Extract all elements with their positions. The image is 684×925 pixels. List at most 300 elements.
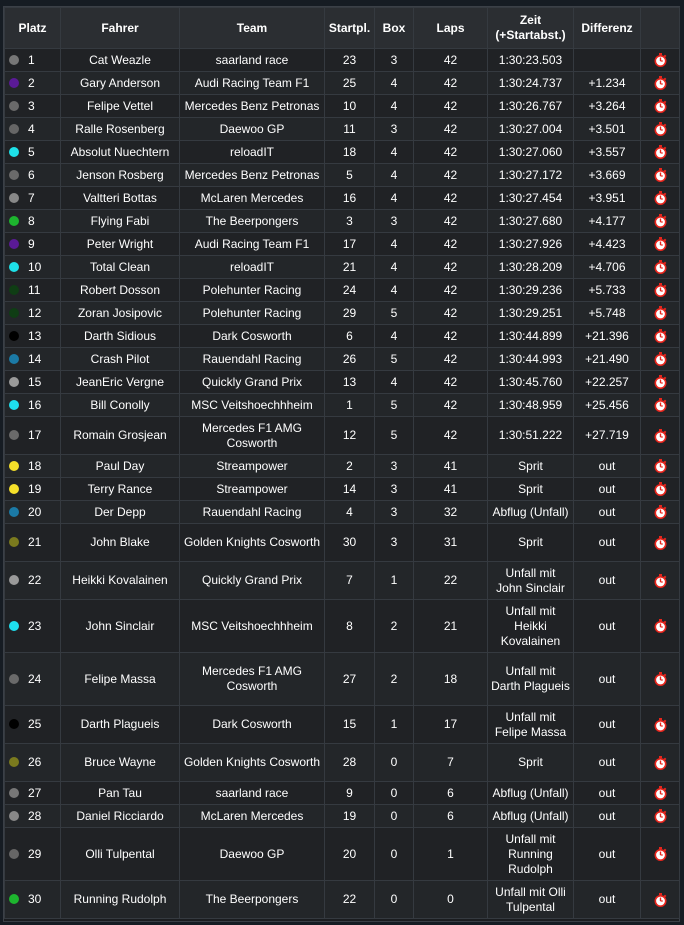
box-stops: 3 <box>375 210 414 233</box>
laps-count: 42 <box>414 95 488 118</box>
stopwatch-icon[interactable] <box>654 214 667 228</box>
start-position: 21 <box>325 256 375 279</box>
driver-name: Bill Conolly <box>61 394 180 417</box>
race-time: 1:30:24.737 <box>488 72 574 95</box>
laps-count: 7 <box>414 744 488 782</box>
stopwatch-icon[interactable] <box>654 619 667 633</box>
stopwatch-icon[interactable] <box>654 429 667 443</box>
time-difference: +21.396 <box>574 325 641 348</box>
team-color-dot <box>9 354 19 364</box>
table-row[interactable] <box>5 141 680 164</box>
header-fahrer[interactable]: Fahrer <box>61 8 180 49</box>
team-color-dot <box>9 575 19 585</box>
table-row[interactable] <box>5 164 680 187</box>
time-difference: out <box>574 744 641 782</box>
race-time: 1:30:27.926 <box>488 233 574 256</box>
laps-count: 42 <box>414 417 488 455</box>
start-position: 6 <box>325 325 375 348</box>
table-row[interactable] <box>5 233 680 256</box>
team-name: MSC Veitshoechhheim <box>180 394 325 417</box>
lap-times-button[interactable] <box>641 279 680 302</box>
header-team[interactable]: Team <box>180 8 325 49</box>
stopwatch-icon[interactable] <box>654 482 667 496</box>
position-value: 5 <box>28 144 35 159</box>
team-name: Audi Racing Team F1 <box>180 72 325 95</box>
time-difference: +3.669 <box>574 164 641 187</box>
race-time: 1:30:27.454 <box>488 187 574 210</box>
lap-times-button[interactable] <box>641 524 680 562</box>
race-time: Unfall mit Felipe Massa <box>488 706 574 744</box>
table-row[interactable] <box>5 478 680 501</box>
box-stops: 0 <box>375 782 414 805</box>
stopwatch-icon[interactable] <box>654 237 667 251</box>
time-difference: out <box>574 478 641 501</box>
stopwatch-icon[interactable] <box>654 352 667 366</box>
lap-times-button[interactable] <box>641 118 680 141</box>
position-cell <box>5 805 61 828</box>
race-time: 1:30:29.236 <box>488 279 574 302</box>
position-value: 29 <box>28 846 42 861</box>
table-row[interactable] <box>5 524 680 562</box>
laps-count: 42 <box>414 256 488 279</box>
table-row[interactable] <box>5 325 680 348</box>
driver-name: Robert Dosson <box>61 279 180 302</box>
position-cell <box>5 524 61 562</box>
start-position: 17 <box>325 233 375 256</box>
stopwatch-icon[interactable] <box>654 375 667 389</box>
position-value: 30 <box>28 892 42 906</box>
time-difference: +22.257 <box>574 371 641 394</box>
lap-times-button[interactable] <box>641 600 680 653</box>
stopwatch-icon[interactable] <box>654 260 667 274</box>
box-stops: 2 <box>375 600 414 653</box>
position-value: 9 <box>28 236 35 251</box>
race-time: Unfall mit Heikki Kovalainen <box>488 600 574 653</box>
race-time: Unfall mit Running Rudolph <box>488 828 574 881</box>
race-time: Unfall mit John Sinclair <box>488 562 574 600</box>
laps-count: 0 <box>414 881 488 919</box>
position-cell <box>5 881 61 919</box>
table-row[interactable] <box>5 455 680 478</box>
box-stops: 5 <box>375 302 414 325</box>
race-time: Unfall mit Olli Tulpental <box>488 881 574 919</box>
time-difference: +21.490 <box>574 348 641 371</box>
lap-times-button[interactable] <box>641 394 680 417</box>
driver-name: Zoran Josipovic <box>61 302 180 325</box>
team-color-dot <box>9 101 19 111</box>
position-cell <box>5 210 61 233</box>
lap-times-button[interactable] <box>641 233 680 256</box>
position-value: 6 <box>28 167 35 182</box>
stopwatch-icon[interactable] <box>654 536 667 550</box>
time-difference: out <box>574 706 641 744</box>
box-stops: 5 <box>375 348 414 371</box>
start-position: 11 <box>325 118 375 141</box>
race-time: Sprit <box>488 744 574 782</box>
team-color-dot <box>9 216 19 226</box>
laps-count: 6 <box>414 805 488 828</box>
start-position: 10 <box>325 95 375 118</box>
position-cell <box>5 706 61 744</box>
header-zeit[interactable] <box>488 8 574 49</box>
time-difference: out <box>574 881 641 919</box>
table-row[interactable] <box>5 562 680 600</box>
start-position: 30 <box>325 524 375 562</box>
driver-name: Bruce Wayne <box>61 744 180 782</box>
table-row[interactable] <box>5 805 680 828</box>
race-time: Abflug (Unfall) <box>488 805 574 828</box>
start-position: 5 <box>325 164 375 187</box>
lap-times-button[interactable] <box>641 371 680 394</box>
laps-count: 32 <box>414 501 488 524</box>
lap-times-button[interactable] <box>641 164 680 187</box>
team-name: Polehunter Racing <box>180 302 325 325</box>
team-color-dot <box>9 239 19 249</box>
start-position: 4 <box>325 501 375 524</box>
team-color-dot <box>9 262 19 272</box>
position-value: 7 <box>28 190 35 205</box>
stopwatch-icon[interactable] <box>654 191 667 205</box>
driver-name: Valtteri Bottas <box>61 187 180 210</box>
team-name: Dark Cosworth <box>180 325 325 348</box>
position-cell <box>5 72 61 95</box>
race-time: Unfall mit Darth Plagueis <box>488 653 574 706</box>
table-row[interactable] <box>5 210 680 233</box>
position-value: 3 <box>28 98 35 113</box>
box-stops: 0 <box>375 881 414 919</box>
lap-times-button[interactable] <box>641 325 680 348</box>
lap-times-button[interactable] <box>641 478 680 501</box>
box-stops: 4 <box>375 164 414 187</box>
position-cell <box>5 782 61 805</box>
time-difference: +1.234 <box>574 72 641 95</box>
laps-count: 1 <box>414 828 488 881</box>
driver-name: Running Rudolph <box>61 881 180 919</box>
driver-name: Romain Grosjean <box>61 417 180 455</box>
lap-times-button[interactable] <box>641 782 680 805</box>
table-row[interactable] <box>5 49 680 72</box>
lap-times-button[interactable] <box>641 653 680 706</box>
box-stops: 3 <box>375 478 414 501</box>
team-color-dot <box>9 55 19 65</box>
start-position: 16 <box>325 187 375 210</box>
team-name: MSC Veitshoechhheim <box>180 600 325 653</box>
table-row[interactable] <box>5 394 680 417</box>
team-name: Mercedes F1 AMG Cosworth <box>180 417 325 455</box>
box-stops: 4 <box>375 141 414 164</box>
table-row[interactable] <box>5 744 680 782</box>
team-color-dot <box>9 308 19 318</box>
stopwatch-icon[interactable] <box>654 398 667 412</box>
time-difference: +25.456 <box>574 394 641 417</box>
table-row[interactable] <box>5 782 680 805</box>
time-difference: out <box>574 653 641 706</box>
race-time: Sprit <box>488 524 574 562</box>
race-time: 1:30:27.680 <box>488 210 574 233</box>
team-color-dot <box>9 719 19 729</box>
stopwatch-icon[interactable] <box>654 329 667 343</box>
lap-times-button[interactable] <box>641 302 680 325</box>
lap-times-button[interactable] <box>641 744 680 782</box>
position-value: 28 <box>28 808 42 823</box>
team-name: reloadIT <box>180 141 325 164</box>
race-time: 1:30:27.060 <box>488 141 574 164</box>
driver-name: Cat Weazle <box>61 49 180 72</box>
table-row[interactable] <box>5 501 680 524</box>
start-position: 1 <box>325 394 375 417</box>
box-stops: 4 <box>375 371 414 394</box>
start-position: 2 <box>325 455 375 478</box>
table-row[interactable] <box>5 256 680 279</box>
start-position: 13 <box>325 371 375 394</box>
team-name: Quickly Grand Prix <box>180 562 325 600</box>
race-time: 1:30:45.760 <box>488 371 574 394</box>
lap-times-button[interactable] <box>641 187 680 210</box>
laps-count: 42 <box>414 72 488 95</box>
box-stops: 4 <box>375 95 414 118</box>
position-value: 13 <box>28 328 42 343</box>
position-value: 16 <box>28 397 42 412</box>
driver-name: JeanEric Vergne <box>61 371 180 394</box>
driver-name: John Blake <box>61 524 180 562</box>
table-row[interactable] <box>5 371 680 394</box>
driver-name: Total Clean <box>61 256 180 279</box>
race-time: 1:30:23.503 <box>488 49 574 72</box>
time-difference: +27.719 <box>574 417 641 455</box>
team-name: McLaren Mercedes <box>180 187 325 210</box>
position-cell <box>5 501 61 524</box>
laps-count: 42 <box>414 302 488 325</box>
team-color-dot <box>9 811 19 821</box>
time-difference: +3.557 <box>574 141 641 164</box>
start-position: 7 <box>325 562 375 600</box>
table-row[interactable] <box>5 706 680 744</box>
box-stops: 1 <box>375 562 414 600</box>
laps-count: 18 <box>414 653 488 706</box>
table-row[interactable] <box>5 881 680 919</box>
stopwatch-icon[interactable] <box>654 718 667 732</box>
start-position: 29 <box>325 302 375 325</box>
position-cell <box>5 744 61 782</box>
position-value: 21 <box>28 535 42 549</box>
box-stops: 3 <box>375 118 414 141</box>
driver-name: Absolut Nuechtern <box>61 141 180 164</box>
time-difference: out <box>574 455 641 478</box>
header-box[interactable]: Box <box>375 8 414 49</box>
lap-times-button[interactable] <box>641 417 680 455</box>
race-time: 1:30:28.209 <box>488 256 574 279</box>
laps-count: 22 <box>414 562 488 600</box>
table-row[interactable] <box>5 279 680 302</box>
lap-times-button[interactable] <box>641 49 680 72</box>
position-cell <box>5 455 61 478</box>
team-color-dot <box>9 147 19 157</box>
lap-times-button[interactable] <box>641 805 680 828</box>
position-value: 23 <box>28 618 42 633</box>
lap-times-button[interactable] <box>641 881 680 919</box>
team-color-dot <box>9 124 19 134</box>
table-row[interactable] <box>5 118 680 141</box>
team-name: reloadIT <box>180 256 325 279</box>
header-stopwatch <box>641 8 680 49</box>
stopwatch-icon[interactable] <box>654 53 667 67</box>
box-stops: 4 <box>375 233 414 256</box>
stopwatch-icon[interactable] <box>654 99 667 113</box>
position-value: 19 <box>28 481 42 496</box>
team-name: Golden Knights Cosworth <box>180 744 325 782</box>
box-stops: 0 <box>375 744 414 782</box>
start-position: 27 <box>325 653 375 706</box>
driver-name: Terry Rance <box>61 478 180 501</box>
position-cell <box>5 279 61 302</box>
stopwatch-icon[interactable] <box>654 672 667 686</box>
header-differenz[interactable]: Differenz <box>574 8 641 49</box>
laps-count: 42 <box>414 210 488 233</box>
header-laps[interactable]: Laps <box>414 8 488 49</box>
team-name: Daewoo GP <box>180 828 325 881</box>
laps-count: 41 <box>414 455 488 478</box>
position-value: 18 <box>28 458 42 473</box>
lap-times-button[interactable] <box>641 562 680 600</box>
team-name: Mercedes F1 AMG Cosworth <box>180 653 325 706</box>
start-position: 18 <box>325 141 375 164</box>
team-color-dot <box>9 331 19 341</box>
team-name: The Beerpongers <box>180 881 325 919</box>
lap-times-button[interactable] <box>641 348 680 371</box>
lap-times-button[interactable] <box>641 141 680 164</box>
start-position: 26 <box>325 348 375 371</box>
stopwatch-icon[interactable] <box>654 459 667 473</box>
position-value: 14 <box>28 351 42 366</box>
position-value: 15 <box>28 374 42 389</box>
position-value: 2 <box>28 75 35 90</box>
position-cell <box>5 828 61 881</box>
stopwatch-icon[interactable] <box>654 505 667 519</box>
stopwatch-icon[interactable] <box>654 786 667 800</box>
driver-name: Olli Tulpental <box>61 828 180 881</box>
stopwatch-icon[interactable] <box>654 76 667 90</box>
stopwatch-icon[interactable] <box>654 756 667 770</box>
table-row[interactable] <box>5 417 680 455</box>
position-value: 12 <box>28 305 42 320</box>
team-name: saarland race <box>180 782 325 805</box>
start-position: 19 <box>325 805 375 828</box>
time-difference: out <box>574 600 641 653</box>
position-cell <box>5 371 61 394</box>
driver-name: Darth Sidious <box>61 325 180 348</box>
laps-count: 17 <box>414 706 488 744</box>
box-stops: 0 <box>375 828 414 881</box>
team-color-dot <box>9 849 19 859</box>
lap-times-button[interactable] <box>641 501 680 524</box>
stopwatch-icon[interactable] <box>654 809 667 823</box>
time-difference: +4.706 <box>574 256 641 279</box>
position-cell <box>5 118 61 141</box>
driver-name: Darth Plagueis <box>61 706 180 744</box>
team-color-dot <box>9 621 19 631</box>
start-position: 20 <box>325 828 375 881</box>
race-time: 1:30:44.899 <box>488 325 574 348</box>
driver-name: Paul Day <box>61 455 180 478</box>
table-row[interactable] <box>5 302 680 325</box>
box-stops: 4 <box>375 256 414 279</box>
team-name: Streampower <box>180 478 325 501</box>
table-row[interactable] <box>5 72 680 95</box>
start-position: 22 <box>325 881 375 919</box>
team-color-dot <box>9 757 19 767</box>
position-value: 20 <box>28 504 42 519</box>
laps-count: 31 <box>414 524 488 562</box>
position-value: 22 <box>28 573 42 587</box>
team-color-dot <box>9 788 19 798</box>
lap-times-button[interactable] <box>641 455 680 478</box>
start-position: 3 <box>325 210 375 233</box>
race-results-table <box>4 7 680 919</box>
stopwatch-icon[interactable] <box>654 306 667 320</box>
position-value: 26 <box>28 755 42 769</box>
table-row[interactable] <box>5 828 680 881</box>
lap-times-button[interactable] <box>641 95 680 118</box>
header-platz[interactable]: Platz <box>5 8 61 49</box>
table-row[interactable] <box>5 348 680 371</box>
start-position: 15 <box>325 706 375 744</box>
laps-count: 42 <box>414 164 488 187</box>
driver-name: Der Depp <box>61 501 180 524</box>
table-row[interactable] <box>5 600 680 653</box>
box-stops: 5 <box>375 394 414 417</box>
team-name: Daewoo GP <box>180 118 325 141</box>
start-position: 9 <box>325 782 375 805</box>
time-difference: out <box>574 524 641 562</box>
position-value: 1 <box>28 52 35 67</box>
start-position: 23 <box>325 49 375 72</box>
team-name: Streampower <box>180 455 325 478</box>
laps-count: 42 <box>414 187 488 210</box>
start-position: 25 <box>325 72 375 95</box>
position-value: 25 <box>28 717 42 731</box>
table-row[interactable] <box>5 187 680 210</box>
stopwatch-icon[interactable] <box>654 122 667 136</box>
driver-name: Jenson Rosberg <box>61 164 180 187</box>
race-time: 1:30:27.004 <box>488 118 574 141</box>
team-name: Golden Knights Cosworth <box>180 524 325 562</box>
table-row[interactable] <box>5 95 680 118</box>
lap-times-button[interactable] <box>641 210 680 233</box>
team-name: Rauendahl Racing <box>180 501 325 524</box>
header-zeit-label: Zeit <box>519 13 542 27</box>
stopwatch-icon[interactable] <box>654 574 667 588</box>
lap-times-button[interactable] <box>641 828 680 881</box>
stopwatch-icon[interactable] <box>654 283 667 297</box>
laps-count: 42 <box>414 348 488 371</box>
lap-times-button[interactable] <box>641 256 680 279</box>
lap-times-button[interactable] <box>641 72 680 95</box>
box-stops: 0 <box>375 805 414 828</box>
lap-times-button[interactable] <box>641 706 680 744</box>
stopwatch-icon[interactable] <box>654 168 667 182</box>
team-name: Audi Racing Team F1 <box>180 233 325 256</box>
team-name: McLaren Mercedes <box>180 805 325 828</box>
header-startplatz[interactable]: Startpl. <box>325 8 375 49</box>
stopwatch-icon[interactable] <box>654 145 667 159</box>
stopwatch-icon[interactable] <box>654 893 667 907</box>
stopwatch-icon[interactable] <box>654 847 667 861</box>
start-position: 24 <box>325 279 375 302</box>
table-row[interactable] <box>5 653 680 706</box>
time-difference: +3.501 <box>574 118 641 141</box>
team-color-dot <box>9 894 19 904</box>
driver-name: Gary Anderson <box>61 72 180 95</box>
